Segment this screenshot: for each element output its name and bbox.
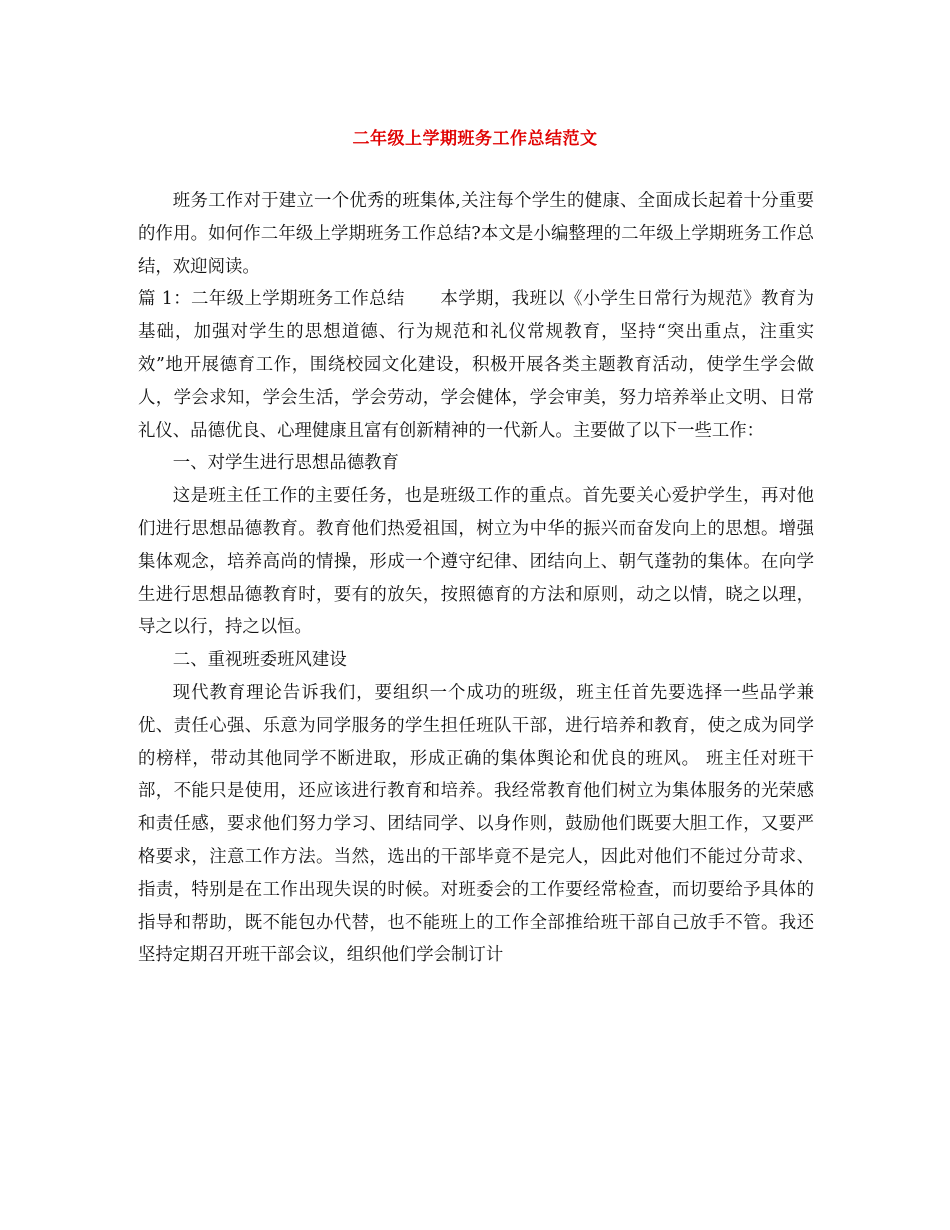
document-body: [138, 185, 814, 972]
class-committee-paragraph: 现代教育理论告诉我们，要组织一个成功的班级，班主任首先要选择一些品学兼优、责任心强、乐意为同学服务的学生担任班队干部，进行培养和教育，使之成为同学的榜样，带动其他同学不断进取，形成正确的集体舆论和优良的班风。 班主任对班干部，不能只是使用，还应该进行教育和培养。我经常教育他们树立为集体服务的光荣感和责任感，要求他们努力学习、团结同学、以身作则，鼓励他们既要大胆工作，又要严格要求，注意工作方法。当然，选出的干部毕竟不是完人，因此对他们不能过分苛求、指责，特别是在工作出现失误的时候。对班委会的工作要经常检查，而切要给予具体的指导和帮助，既不能包办代替，也不能班上的工作全部推给班干部自己放手不管。我还坚持定期召开班干部会议，组织他们学会制订计: [138, 682, 814, 966]
section-1-paragraph: 篇 1：二年级上学期班务工作总结 本学期，我班以《小学生日常行为规范》教育为基础，加强对学生的思想道德、行为规范和礼仪常规教育，坚持“突出重点，注重实效”地开展德育工作，围绕校园文化建设，积极开展各类主题教育活动，使学生学会做人，学会求知，学会生活，学会劳动，学会健体，学会审美，努力培养举止文明、日常礼仪、品德优良、心理健康且富有创新精神的一代新人。主要做了以下一些工作：: [138, 289, 814, 441]
document-title: 二年级上学期班务工作总结范文: [352, 129, 598, 149]
intro-paragraph: 班务工作对于建立一个优秀的班集体,关注每个学生的健康、全面成长起着十分重要的作用。如何作二年级上学期班务工作总结?本文是小编整理的二年级上学期班务工作总结，欢迎阅读。: [138, 191, 814, 277]
heading-class-committee: 二、重视班委班风建设: [172, 650, 347, 671]
heading-moral-education: 一、对学生进行思想品德教育: [172, 453, 399, 474]
moral-education-paragraph: 这是班主任工作的主要任务，也是班级工作的重点。首先要关心爱护学生，再对他们进行思想品德教育。教育他们热爱祖国，树立为中华的振兴而奋发向上的思想。增强集体观念，培养高尚的情操，形成一个遵守纪律、团结向上、朝气蓬勃的集体。在向学生进行思想品德教育时，要有的放矢，按照德育的方法和原则，动之以情，晓之以理，导之以行，持之以恒。: [138, 486, 814, 638]
